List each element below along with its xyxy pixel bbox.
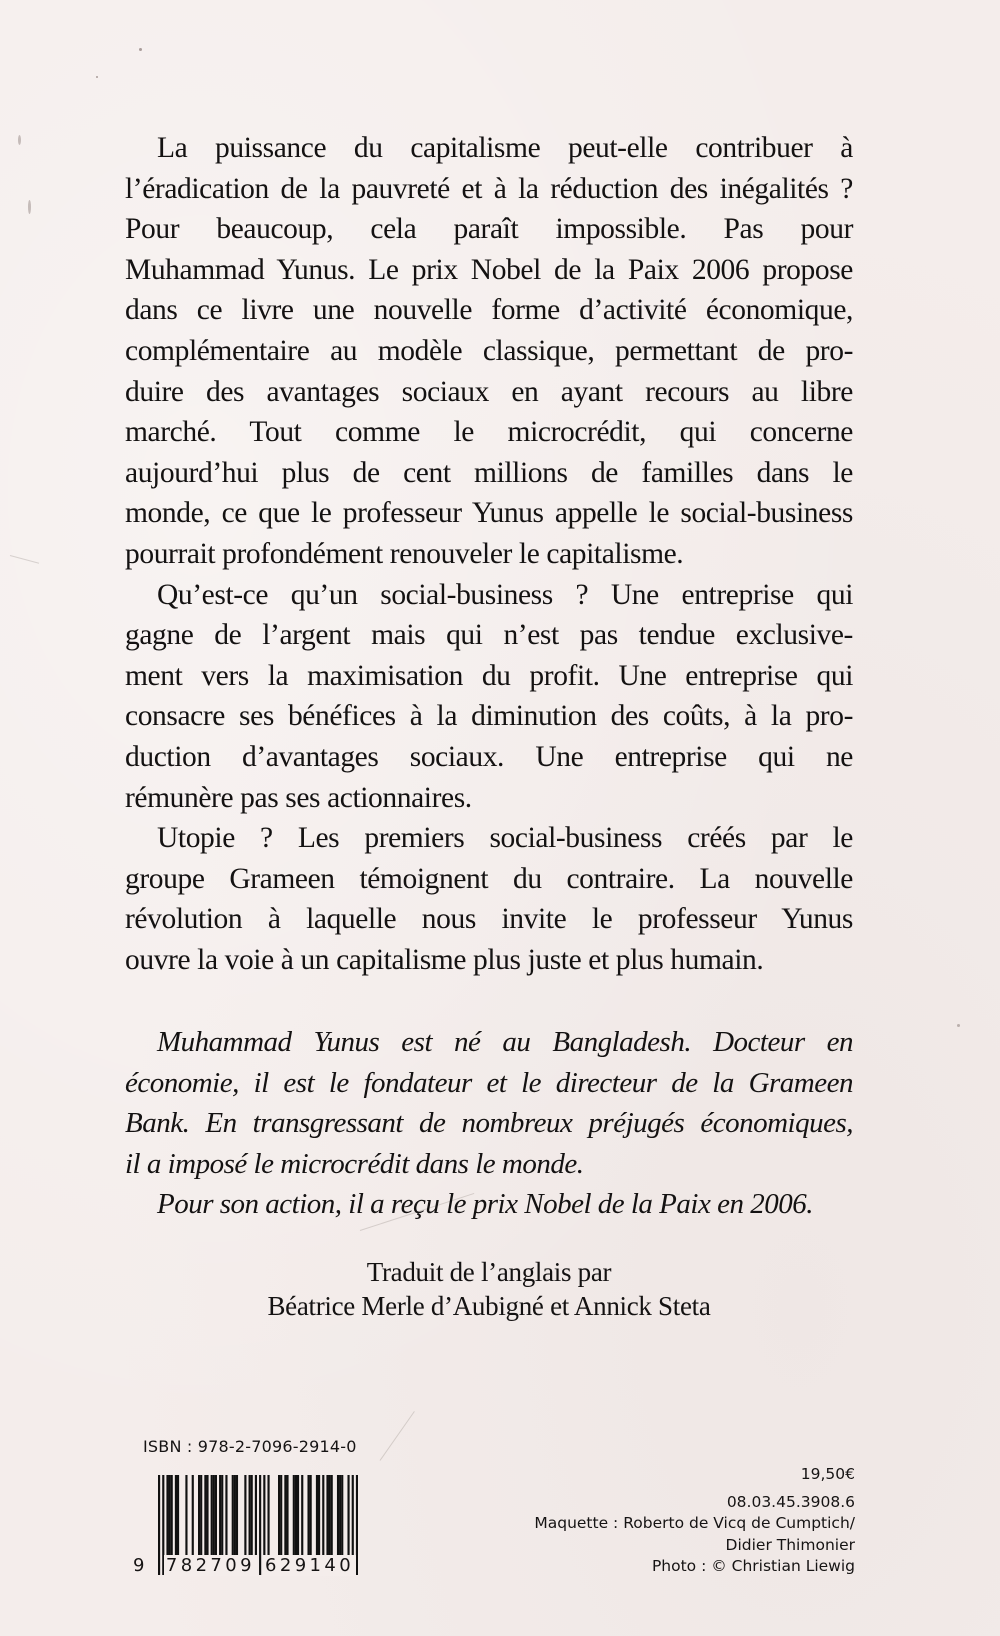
barcode-bar [175, 1475, 177, 1563]
barcode-bar [263, 1475, 265, 1563]
barcode-bar [211, 1475, 213, 1563]
text-line: duire des avantages sociaux en ayant recours au libre [125, 375, 853, 408]
text-line: dans ce livre une nouvelle forme d’activité économique, [125, 294, 853, 327]
barcode-bar [171, 1475, 173, 1563]
text-line: groupe Grameen témoignent du contraire. La nouvelle [125, 862, 853, 895]
barcode-bar [341, 1475, 343, 1563]
barcode-bar [234, 1475, 236, 1563]
barcode-bar [356, 1475, 358, 1575]
barcode-bar [307, 1475, 309, 1563]
barcode-bar [215, 1475, 217, 1563]
barcode-bar [185, 1475, 187, 1563]
text-line: Utopie ? Les premiers social-business créés par le [157, 822, 853, 855]
barcode-bar [169, 1475, 171, 1563]
barcode-bar [200, 1475, 202, 1563]
barcode-bar [284, 1475, 286, 1563]
barcode-bar [295, 1475, 297, 1563]
text-line: l’éradication de la pauvreté et à la réduction des inégalités ? [125, 172, 853, 205]
layout-credit-cont: Didier Thimonier [725, 1535, 855, 1554]
barcode-bar [301, 1475, 303, 1563]
text-line: Pour beaucoup, cela paraît impossible. Pas pour [125, 213, 853, 246]
barcode-bar [337, 1475, 339, 1563]
text-line: duction d’avantages sociaux. Une entreprise qui ne [125, 740, 853, 773]
barcode-bar [316, 1475, 318, 1563]
barcode-bar [347, 1475, 349, 1563]
bio-line: il a imposé le microcrédit dans le monde. [125, 1147, 584, 1180]
text-line: La puissance du capitalisme peut-elle contribuer à [157, 132, 853, 164]
barcode-bar [267, 1475, 269, 1563]
barcode-bar [297, 1475, 299, 1563]
barcode-bar [219, 1475, 221, 1563]
paper-speck [139, 48, 142, 51]
blurb-paragraph [125, 818, 853, 980]
isbn-label: ISBN : 978-2-7096-2914-0 [143, 1437, 357, 1456]
paper-speck [957, 1024, 960, 1027]
barcode-bar [213, 1475, 215, 1563]
blurb-paragraph [125, 575, 853, 819]
blurb-paragraph [125, 128, 853, 575]
barcode-digit-first: 9 [133, 1555, 148, 1576]
barcode-bar [331, 1475, 333, 1563]
barcode-bar [177, 1475, 179, 1563]
barcode-bar [198, 1475, 200, 1563]
author-bio [125, 1022, 853, 1225]
photo-credit: Photo : © Christian Liewig [651, 1557, 855, 1575]
paper-speck [28, 200, 31, 214]
text-line: consacre ses bénéfices à la diminution des coûts, à la pro- [125, 700, 853, 733]
layout-credit: Maquette : Roberto de Vicq de Cumptich/ [534, 1514, 855, 1532]
bio-line: Pour son action, il a reçu le prix Nobel de la Paix en 2006. [157, 1188, 813, 1221]
paper-speck [18, 135, 21, 145]
barcode-bar [326, 1475, 328, 1563]
barcode-bar [236, 1475, 238, 1563]
barcode-bar [278, 1475, 280, 1563]
translator-label: Traduit de l’anglais par [366, 1257, 612, 1287]
blurb-text [125, 128, 853, 980]
text-line: complémentaire au modèle classique, permettant de pro- [125, 334, 853, 367]
barcode-digits-left: 782709 [165, 1555, 255, 1576]
bio-line: Bank. En transgressant de nombreux préjugés économiques, [125, 1107, 853, 1140]
barcode-bar [293, 1475, 295, 1563]
barcode-bar [192, 1475, 194, 1563]
barcode-bar [280, 1475, 282, 1563]
text-line: Muhammad Yunus. Le prix Nobel de la Paix 2006 propose [125, 253, 853, 286]
bio-line: économie, il est le fondateur et le directeur de la Grameen [125, 1066, 853, 1099]
text-line: Qu’est-ce qu’un social-business ? Une entreprise qui [157, 578, 853, 611]
barcode-bar [221, 1475, 223, 1563]
barcode-bar [251, 1475, 253, 1563]
barcode-bar [204, 1475, 206, 1563]
text-line: révolution à laquelle nous invite le professeur Yunus [125, 903, 853, 936]
barcode-bar [166, 1475, 168, 1563]
translator-names: Béatrice Merle d’Aubigné et Annick Steta [267, 1291, 711, 1321]
text-line: rémunère pas ses actionnaires. [125, 781, 472, 814]
barcode-bar [244, 1475, 246, 1563]
bio-line: Muhammad Yunus est né au Bangladesh. Docteur en [157, 1026, 853, 1058]
text-line: marché. Tout comme le microcrédit, qui concerne [125, 416, 853, 449]
text-line: ment vers la maximisation du profit. Une entreprise qui [125, 659, 853, 692]
text-line: monde, ce que le professeur Yunus appelle le social-business [125, 497, 853, 530]
price: 19,50€ [800, 1465, 855, 1483]
barcode-bar [322, 1475, 324, 1563]
barcode-bar [318, 1475, 320, 1563]
barcode-bar [310, 1475, 312, 1563]
paper-speck [96, 76, 98, 78]
barcode-bar [329, 1475, 331, 1563]
translator-credit [125, 1255, 853, 1323]
barcode-bar [225, 1475, 227, 1563]
barcode-digits [133, 1555, 356, 1576]
text-line: gagne de l’argent mais qui n’est pas tendue exclusive- [125, 619, 853, 652]
text-line: ouvre la voie à un capitalisme plus juste et plus humain. [125, 943, 764, 976]
text-line: aujourd’hui plus de cent millions de familles dans le [125, 456, 853, 489]
barcode-digits-right: 629140 [264, 1555, 355, 1576]
barcode-bar [339, 1475, 341, 1563]
barcode-bar [232, 1475, 234, 1563]
text-line: pourrait profondément renouveler le capitalisme. [125, 537, 684, 570]
publisher-credits [534, 1464, 855, 1578]
barcode-bar [249, 1475, 251, 1563]
barcode-bar [206, 1475, 208, 1563]
product-code: 08.03.45.3908.6 [726, 1492, 855, 1511]
barcode-bar [286, 1475, 288, 1563]
